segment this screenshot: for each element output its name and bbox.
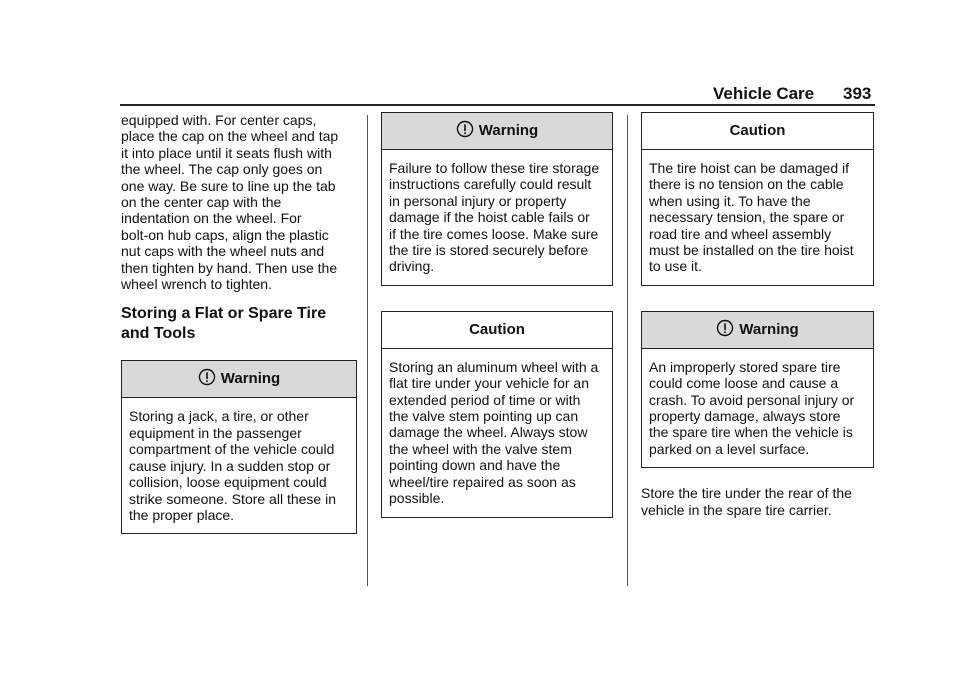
column-1 [121,112,357,534]
caution-text: Storing an aluminum wheel with a flat tire under your vehicle for an extended period of time or with the valve stem pointing up can damage the wheel. Always stow the wheel with the valve stem pointing down and have the wheel/tire repaired as soon as possible. [389,358,599,507]
closing-paragraph: Store the tire under the rear of the vehicle in the spare tire carrier. [641,485,852,518]
page-header [0,0,960,103]
column-3 [641,112,874,518]
intro-paragraph: equipped with. For center caps, place the cap on the wheel and tap it into place until it seats flush with the wheel. The cap only goes on one way. Be sure to line up the tab on the center cap with the indentation on the wheel. For bolt-on hub caps, align the plastic nut caps with the wheel nuts and then tighten by hand. Then use the wheel wrench to tighten. [121,112,339,293]
warning-box-storage [121,360,357,534]
caution-text: The tire hoist can be damaged if there is no tension on the cable when using it. To have the necessary tension, the spare or road tire and wheel assembly must be installed on the tire hoist to use it. [649,160,854,275]
warning-box-hoist [381,112,613,286]
caution-title: Caution [729,121,786,139]
caution-box-aluminum [381,311,613,518]
caution-title: Caution [469,320,525,338]
warning-text: Storing a jack, a tire, or other equipment in the passenger compartment of the vehicle could cause injury. In a sudden stop or collision, loose equipment could strike someone. Store all these in the proper place. [129,408,336,523]
warning-text: Failure to follow these tire storage instructions carefully could result in personal injury or property damage if the hoist cable fails or if the tire comes loose. Make sure the tire is stored securely before driving. [389,160,600,275]
warning-icon [716,319,734,337]
warning-title: Warning [739,320,799,338]
caution-header [642,113,873,150]
column-divider-left [367,115,368,586]
warning-icon [456,120,474,138]
column-divider-right [627,115,628,586]
column-2 [381,112,613,518]
section-title: Vehicle Care [713,84,815,103]
caution-box-hoist [641,112,874,286]
warning-box-spare [641,311,874,468]
section-heading: Storing a Flat or Spare Tire and Tools [121,305,327,343]
warning-header [642,312,873,349]
warning-icon [198,368,216,386]
header-rule [120,104,875,106]
warning-header [382,113,612,150]
warning-title: Warning [478,121,539,139]
warning-text: An improperly stored spare tire could come loose and cause a crash. To avoid personal injury or property damage, always store the spare tire when the vehicle is parked on a level surface. [649,358,855,457]
page-number: 393 [843,84,872,103]
caution-header [382,312,612,349]
warning-title: Warning [220,370,281,388]
warning-header [122,361,356,398]
